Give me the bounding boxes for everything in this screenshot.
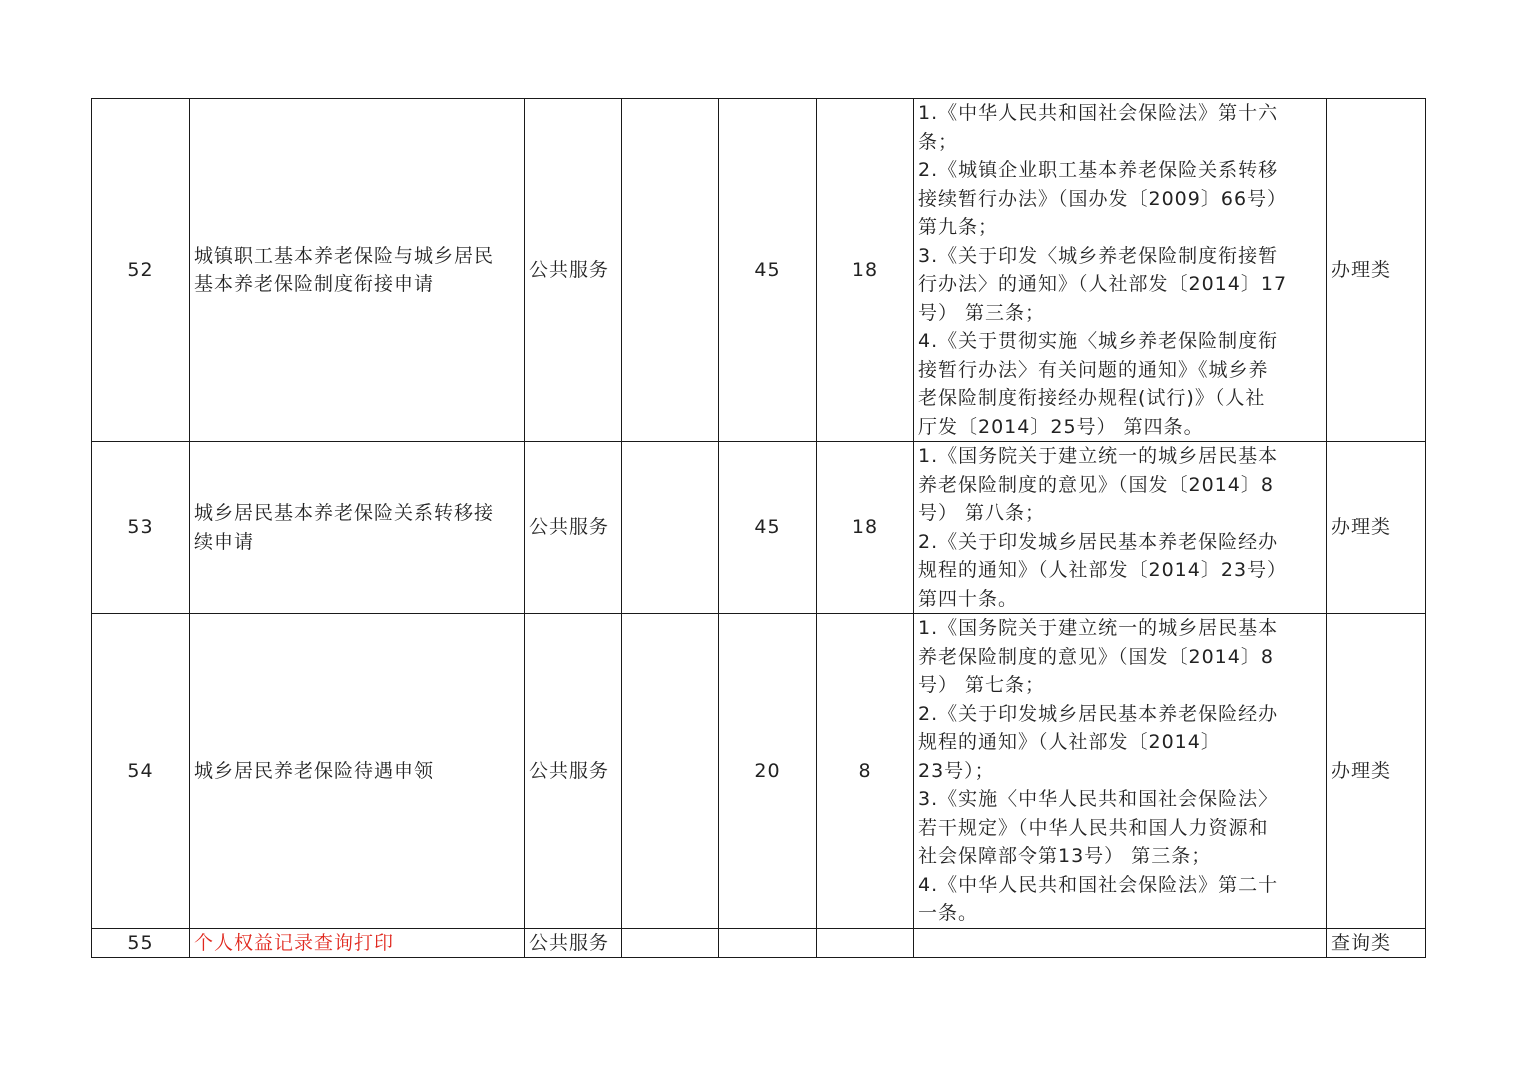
legal-basis-line: 若干规定》（中华人民共和国人力资源和 (918, 816, 1269, 839)
legal-basis-line: 1.《中华人民共和国社会保险法》第十六 (918, 102, 1279, 124)
legal-basis-line: 社会保障部令第13号） 第三条； (918, 845, 1212, 867)
legal-basis (914, 99, 1327, 442)
table-row (92, 99, 1426, 442)
row-number: 52 (92, 99, 190, 442)
service-items-table (91, 98, 1426, 958)
item-name-line: 基本养老保险制度衔接申请 (194, 273, 435, 295)
legal-basis-line: 养老保险制度的意见》（国发〔2014〕8 (918, 645, 1274, 668)
legal-time-limit (719, 928, 817, 958)
table-row (92, 442, 1426, 614)
item-name (190, 442, 525, 614)
legal-basis-line: 养老保险制度的意见》（国发〔2014〕8 (918, 473, 1274, 496)
legal-basis (914, 442, 1327, 614)
legal-basis-line: 第四十条。 (918, 587, 1019, 610)
legal-time-limit: 20 (719, 614, 817, 929)
legal-basis-line: 4.《关于贯彻实施〈城乡养老保险制度衔 (918, 330, 1279, 352)
legal-basis-line: 接续暂行办法》（国办发〔2009〕66号） (918, 187, 1288, 210)
table-row (92, 928, 1426, 958)
item-name (190, 99, 525, 442)
legal-basis-line: 老保险制度衔接经办规程(试行)》（人社 (918, 387, 1266, 409)
legal-basis-line: 4.《中华人民共和国社会保险法》第二十 (918, 873, 1279, 896)
legal-basis-line: 1.《国务院关于建立统一的城乡居民基本 (918, 445, 1279, 467)
legal-basis (914, 614, 1327, 929)
item-category: 办理类 (1327, 614, 1426, 929)
item-type: 公共服务 (525, 99, 622, 442)
item-name (190, 928, 525, 958)
item-name-line: 城乡居民基本养老保险关系转移接 (194, 502, 495, 524)
legal-basis-line: 规程的通知》（人社部发〔2014〕23号） (918, 559, 1288, 581)
legal-time-limit: 45 (719, 442, 817, 614)
item-name-line: 个人权益记录查询打印 (194, 931, 395, 954)
item-category: 办理类 (1327, 442, 1426, 614)
legal-basis-line: 23号）； (918, 759, 995, 782)
empty-cell (622, 928, 719, 958)
row-number: 55 (92, 928, 190, 958)
item-type: 公共服务 (525, 442, 622, 614)
legal-basis-line: 第九条； (918, 216, 999, 238)
table-row (92, 614, 1426, 929)
legal-basis-line: 3.《关于印发〈城乡养老保险制度衔接暂 (918, 244, 1279, 267)
row-number: 53 (92, 442, 190, 614)
promised-time-limit: 18 (817, 99, 914, 442)
legal-basis-line: 3.《实施〈中华人民共和国社会保险法〉 (918, 788, 1279, 810)
empty-cell (622, 99, 719, 442)
legal-basis-line: 接暂行办法〉有关问题的通知》《城乡养 (918, 358, 1269, 381)
item-name-line: 城镇职工基本养老保险与城乡居民 (194, 244, 495, 267)
legal-basis-line: 一条。 (918, 902, 979, 924)
legal-basis-line: 2.《城镇企业职工基本养老保险关系转移 (918, 159, 1279, 181)
legal-basis-line: 号） 第七条； (918, 674, 1046, 696)
empty-cell (622, 442, 719, 614)
row-number: 54 (92, 614, 190, 929)
item-type: 公共服务 (525, 928, 622, 958)
item-name-line: 续申请 (194, 530, 255, 553)
legal-basis (914, 928, 1327, 958)
empty-cell (622, 614, 719, 929)
legal-basis-line: 号） 第三条； (918, 301, 1046, 324)
legal-basis-line: 条； (918, 130, 959, 153)
item-category: 查询类 (1327, 928, 1426, 958)
promised-time-limit: 18 (817, 442, 914, 614)
legal-basis-line: 1.《国务院关于建立统一的城乡居民基本 (918, 617, 1279, 639)
legal-basis-line: 2.《关于印发城乡居民基本养老保险经办 (918, 530, 1279, 553)
legal-basis-line: 2.《关于印发城乡居民基本养老保险经办 (918, 702, 1279, 725)
legal-basis-line: 号） 第八条； (918, 502, 1046, 524)
item-name (190, 614, 525, 929)
item-name-line: 城乡居民养老保险待遇申领 (194, 759, 435, 782)
promised-time-limit: 8 (817, 614, 914, 929)
promised-time-limit (817, 928, 914, 958)
legal-basis-line: 行办法〉的通知》（人社部发〔2014〕17 (918, 273, 1288, 295)
legal-basis-line: 厅发〔2014〕25号） 第四条。 (918, 415, 1204, 438)
legal-basis-line: 规程的通知》（人社部发〔2014〕 (918, 731, 1221, 753)
legal-time-limit: 45 (719, 99, 817, 442)
item-type: 公共服务 (525, 614, 622, 929)
item-category: 办理类 (1327, 99, 1426, 442)
